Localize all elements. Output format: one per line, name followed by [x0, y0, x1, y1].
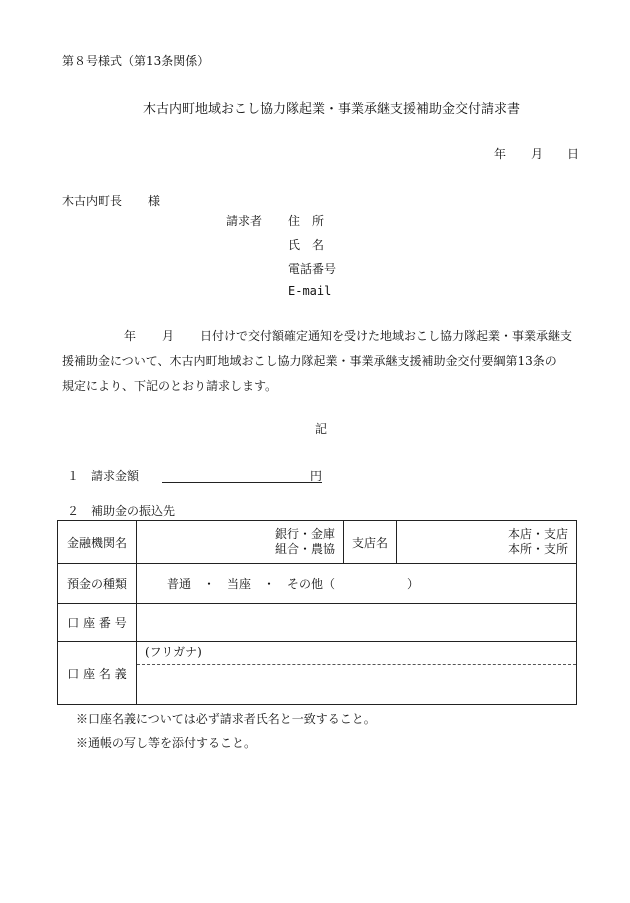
furigana-label: (フリガナ)	[145, 645, 202, 659]
bank-type-line2: 組合・農協	[274, 542, 335, 556]
branch-name-label: 支店名	[344, 521, 397, 564]
date-day-label: 日	[567, 147, 580, 161]
body-line2: 援補助金について、木古内町地域おこし協力隊起業・事業承継支援補助金交付要綱第13条の	[62, 354, 557, 368]
date-year-label: 年	[494, 147, 507, 161]
note-passbook-copy: ※通帳の写し等を添付すること。	[76, 736, 257, 750]
branch-type-line1: 本店・支店	[507, 527, 568, 541]
bank-name-label: 金融機関名	[58, 521, 137, 564]
note-account-name: ※口座名義については必ず請求者氏名と一致すること。	[76, 712, 376, 726]
claim-amount-unit: 円	[310, 469, 323, 483]
deposit-type-label: 預金の種類	[58, 564, 137, 604]
requester-label: 請求者	[226, 214, 263, 228]
bank-name-field[interactable]	[137, 521, 344, 564]
account-name-label: 口 座 名 義	[58, 642, 137, 705]
requester-phone-label: 電話番号	[288, 262, 337, 276]
requester-email-label: E-mail	[288, 284, 332, 298]
body-month: 月	[162, 329, 175, 343]
branch-name-field[interactable]	[397, 521, 577, 564]
form-number: 第８号様式（第13条関係）	[62, 54, 210, 68]
body-line3: 規定により、下記のとおり請求します。	[62, 379, 278, 393]
account-name-field[interactable]	[137, 642, 577, 705]
item2-label: ２ 補助金の振込先	[67, 504, 176, 518]
bank-type-line1: 銀行・金庫	[274, 527, 335, 541]
deposit-type-options[interactable]: 普通 ・ 当座 ・ その他（ ）	[137, 564, 577, 604]
date-month-label: 月	[531, 147, 544, 161]
requester-address-label: 住 所	[288, 214, 325, 228]
account-name-input[interactable]	[137, 664, 576, 704]
account-number-field[interactable]	[137, 604, 577, 642]
body-year: 年	[124, 329, 137, 343]
addressee-honorific: 様	[148, 194, 161, 208]
account-number-label: 口 座 番 号	[58, 604, 137, 642]
requester-name-label: 氏 名	[288, 238, 325, 252]
document-title: 木古内町地域おこし協力隊起業・事業承継支援補助金交付請求書	[143, 102, 521, 117]
body-line1: 日付けで交付額確定通知を受けた地域おこし協力隊起業・事業承継支	[200, 329, 573, 343]
addressee-name: 木古内町長	[62, 194, 123, 208]
transfer-account-table	[57, 520, 577, 705]
branch-type-line2: 本所・支所	[507, 542, 568, 556]
ki-heading: 記	[315, 422, 328, 436]
claim-amount-field[interactable]	[162, 467, 310, 483]
item1-label: １ 請求金額	[67, 469, 140, 483]
